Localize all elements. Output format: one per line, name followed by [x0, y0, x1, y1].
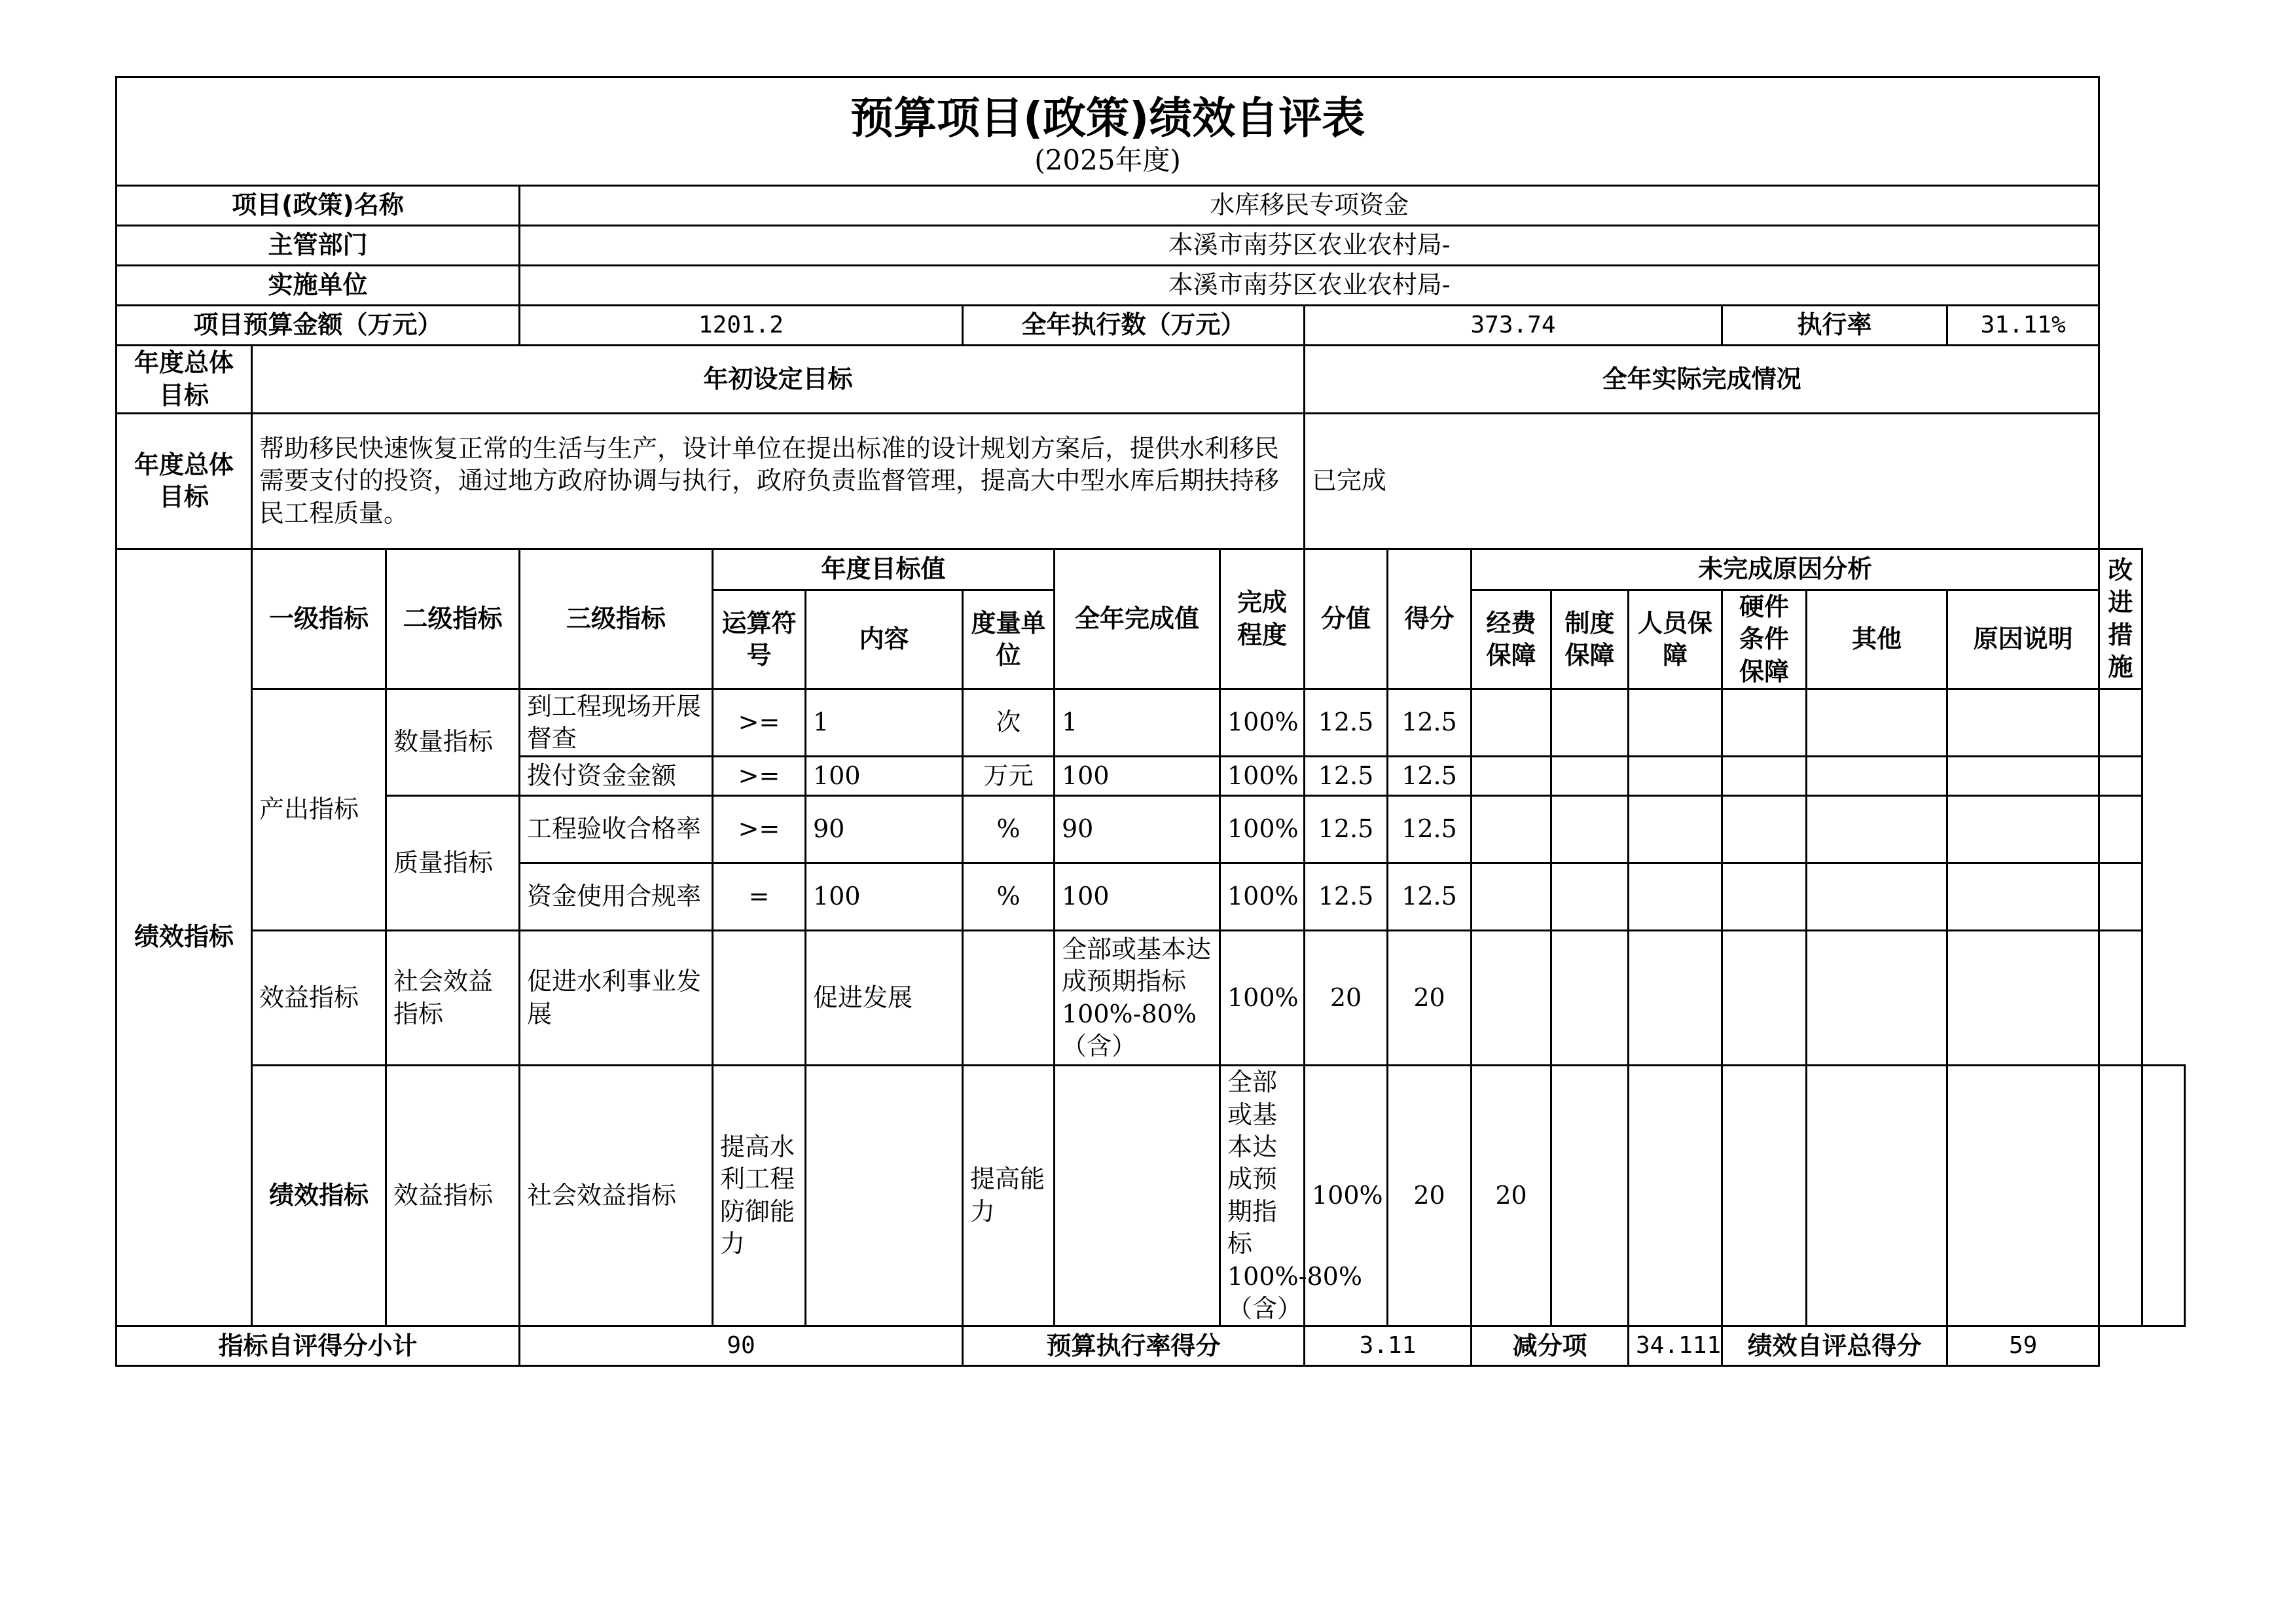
goal-content: 帮助移民快速恢复正常的生活与生产，设计单位在提出标准的设计规划方案后，提供水利移民需要支付的投资，通过地方政府协调与执行，政府负责监督管理，提高大中型水库后期扶持移民工程质量。 [252, 414, 1305, 549]
col-level1: 一级指标 [252, 549, 386, 689]
row-actual: 全部或基本达成预期指标100%-80%（含） [1055, 931, 1220, 1066]
col-hardware: 硬件条件保障 [1722, 590, 1807, 689]
row-score: 12.5 [1388, 689, 1472, 757]
row-actual: 90 [1055, 796, 1220, 863]
group-social: 社会效益指标 [520, 1066, 713, 1326]
deduct-value: 34.111 [1629, 1326, 1722, 1366]
row-unit: % [963, 796, 1055, 863]
row-value: 12.5 [1305, 796, 1388, 863]
row-content: 100 [806, 863, 963, 931]
row-actual: 100 [1055, 757, 1220, 796]
row-score: 20 [1388, 931, 1472, 1066]
row-content: 1 [806, 689, 963, 757]
row-value: 20 [1305, 931, 1388, 1066]
row-name: 提高水利工程防御能力 [713, 1066, 806, 1326]
col-degree: 完成程度 [1220, 549, 1305, 689]
row-actual: 100 [1055, 863, 1220, 931]
table-row [117, 796, 2185, 863]
row-degree: 100% [1220, 796, 1305, 863]
col-personnel: 人员保障 [1629, 590, 1722, 689]
group-output: 产出指标 [252, 689, 386, 931]
row-content: 100 [806, 757, 963, 796]
goal-label: 年度总体目标 [117, 346, 252, 414]
col-target: 年度目标值 [713, 549, 1055, 590]
row-degree: 100% [1220, 863, 1305, 931]
budget-value: 1201.2 [520, 306, 963, 346]
row-operator: >= [713, 796, 806, 863]
rate-label: 执行率 [1722, 306, 1947, 346]
row-unit [1055, 1066, 1220, 1326]
evaluation-table [115, 76, 2186, 1367]
row-degree: 100% [1220, 689, 1305, 757]
col-other: 其他 [1807, 590, 1947, 689]
col-actual: 全年完成值 [1055, 549, 1220, 689]
project-name-label: 项目(政策)名称 [117, 186, 520, 226]
row-unit: 次 [963, 689, 1055, 757]
col-reason: 未完成原因分析 [1472, 549, 2099, 590]
col-score: 得分 [1388, 549, 1472, 689]
executed-value: 373.74 [1305, 306, 1722, 346]
unit-label: 实施单位 [117, 266, 520, 306]
budget-score-label: 预算执行率得分 [963, 1326, 1305, 1366]
row-degree: 100% [1305, 1066, 1388, 1326]
table-row [117, 689, 2185, 757]
row-value: 12.5 [1305, 757, 1388, 796]
group-quality: 质量指标 [386, 796, 520, 931]
row-operator [806, 1066, 963, 1326]
group-social: 社会效益指标 [386, 931, 520, 1066]
col-score-value: 分值 [1305, 549, 1388, 689]
row-score: 12.5 [1388, 863, 1472, 931]
col-level3: 三级指标 [520, 549, 713, 689]
executed-label: 全年执行数（万元） [963, 306, 1305, 346]
page-title: 预算项目(政策)绩效自评表 [850, 92, 1365, 143]
perf-indicator-label: 绩效指标 [117, 549, 252, 1326]
row-value: 20 [1388, 1066, 1472, 1326]
col-unit: 度量单位 [963, 590, 1055, 689]
table-row [117, 1066, 2185, 1326]
col-content: 内容 [806, 590, 963, 689]
row-unit: % [963, 863, 1055, 931]
budget-label: 项目预算金额（万元） [117, 306, 520, 346]
subtotal-label: 指标自评得分小计 [117, 1326, 520, 1366]
rate-value: 31.11% [1947, 306, 2099, 346]
col-system: 制度保障 [1551, 590, 1629, 689]
row-score: 20 [1472, 1066, 1551, 1326]
dept-label: 主管部门 [117, 226, 520, 266]
total-value: 59 [1947, 1326, 2099, 1366]
group-quantity: 数量指标 [386, 689, 520, 796]
goal-actual: 已完成 [1305, 414, 2099, 549]
row-name: 资金使用合规率 [520, 863, 713, 931]
deduct-label: 减分项 [1472, 1326, 1629, 1366]
row-name: 工程验收合格率 [520, 796, 713, 863]
goal-set-header: 年初设定目标 [252, 346, 1305, 414]
perf-indicator-label-2: 绩效指标 [252, 1066, 386, 1326]
row-operator: >= [713, 757, 806, 796]
budget-score-value: 3.11 [1305, 1326, 1472, 1366]
project-name-value: 水库移民专项资金 [520, 186, 2099, 226]
total-label: 绩效自评总得分 [1722, 1326, 1947, 1366]
row-actual: 全部或基本达成预期指标100%-80%（含） [1220, 1066, 1305, 1326]
row-score: 12.5 [1388, 796, 1472, 863]
group-benefit: 效益指标 [386, 1066, 520, 1326]
row-score: 12.5 [1388, 757, 1472, 796]
col-operator: 运算符号 [713, 590, 806, 689]
row-unit [963, 931, 1055, 1066]
table-row [117, 931, 2185, 1066]
title-cell [117, 77, 2099, 186]
subtotal-value: 90 [520, 1326, 963, 1366]
row-operator: = [713, 863, 806, 931]
row-operator [713, 931, 806, 1066]
row-name: 拨付资金金额 [520, 757, 713, 796]
col-explain: 原因说明 [1947, 590, 2099, 689]
evaluation-sheet [115, 76, 2186, 1367]
row-value: 12.5 [1305, 863, 1388, 931]
col-improve: 改进措施 [2099, 549, 2142, 689]
row-unit: 万元 [963, 757, 1055, 796]
row-operator: >= [713, 689, 806, 757]
unit-value: 本溪市南芬区农业农村局- [520, 266, 2099, 306]
row-actual: 1 [1055, 689, 1220, 757]
group-benefit: 效益指标 [252, 931, 386, 1066]
row-content: 90 [806, 796, 963, 863]
row-degree: 100% [1220, 931, 1305, 1066]
goal-label-2: 年度总体目标 [117, 414, 252, 549]
row-content: 提高能力 [963, 1066, 1055, 1326]
row-name: 促进水利事业发展 [520, 931, 713, 1066]
col-funding: 经费保障 [1472, 590, 1551, 689]
row-degree: 100% [1220, 757, 1305, 796]
page-subtitle: (2025年度) [1034, 143, 1181, 176]
row-content: 促进发展 [806, 931, 963, 1066]
row-name: 到工程现场开展督查 [520, 689, 713, 757]
row-value: 12.5 [1305, 689, 1388, 757]
col-level2: 二级指标 [386, 549, 520, 689]
dept-value: 本溪市南芬区农业农村局- [520, 226, 2099, 266]
goal-actual-header: 全年实际完成情况 [1305, 346, 2099, 414]
